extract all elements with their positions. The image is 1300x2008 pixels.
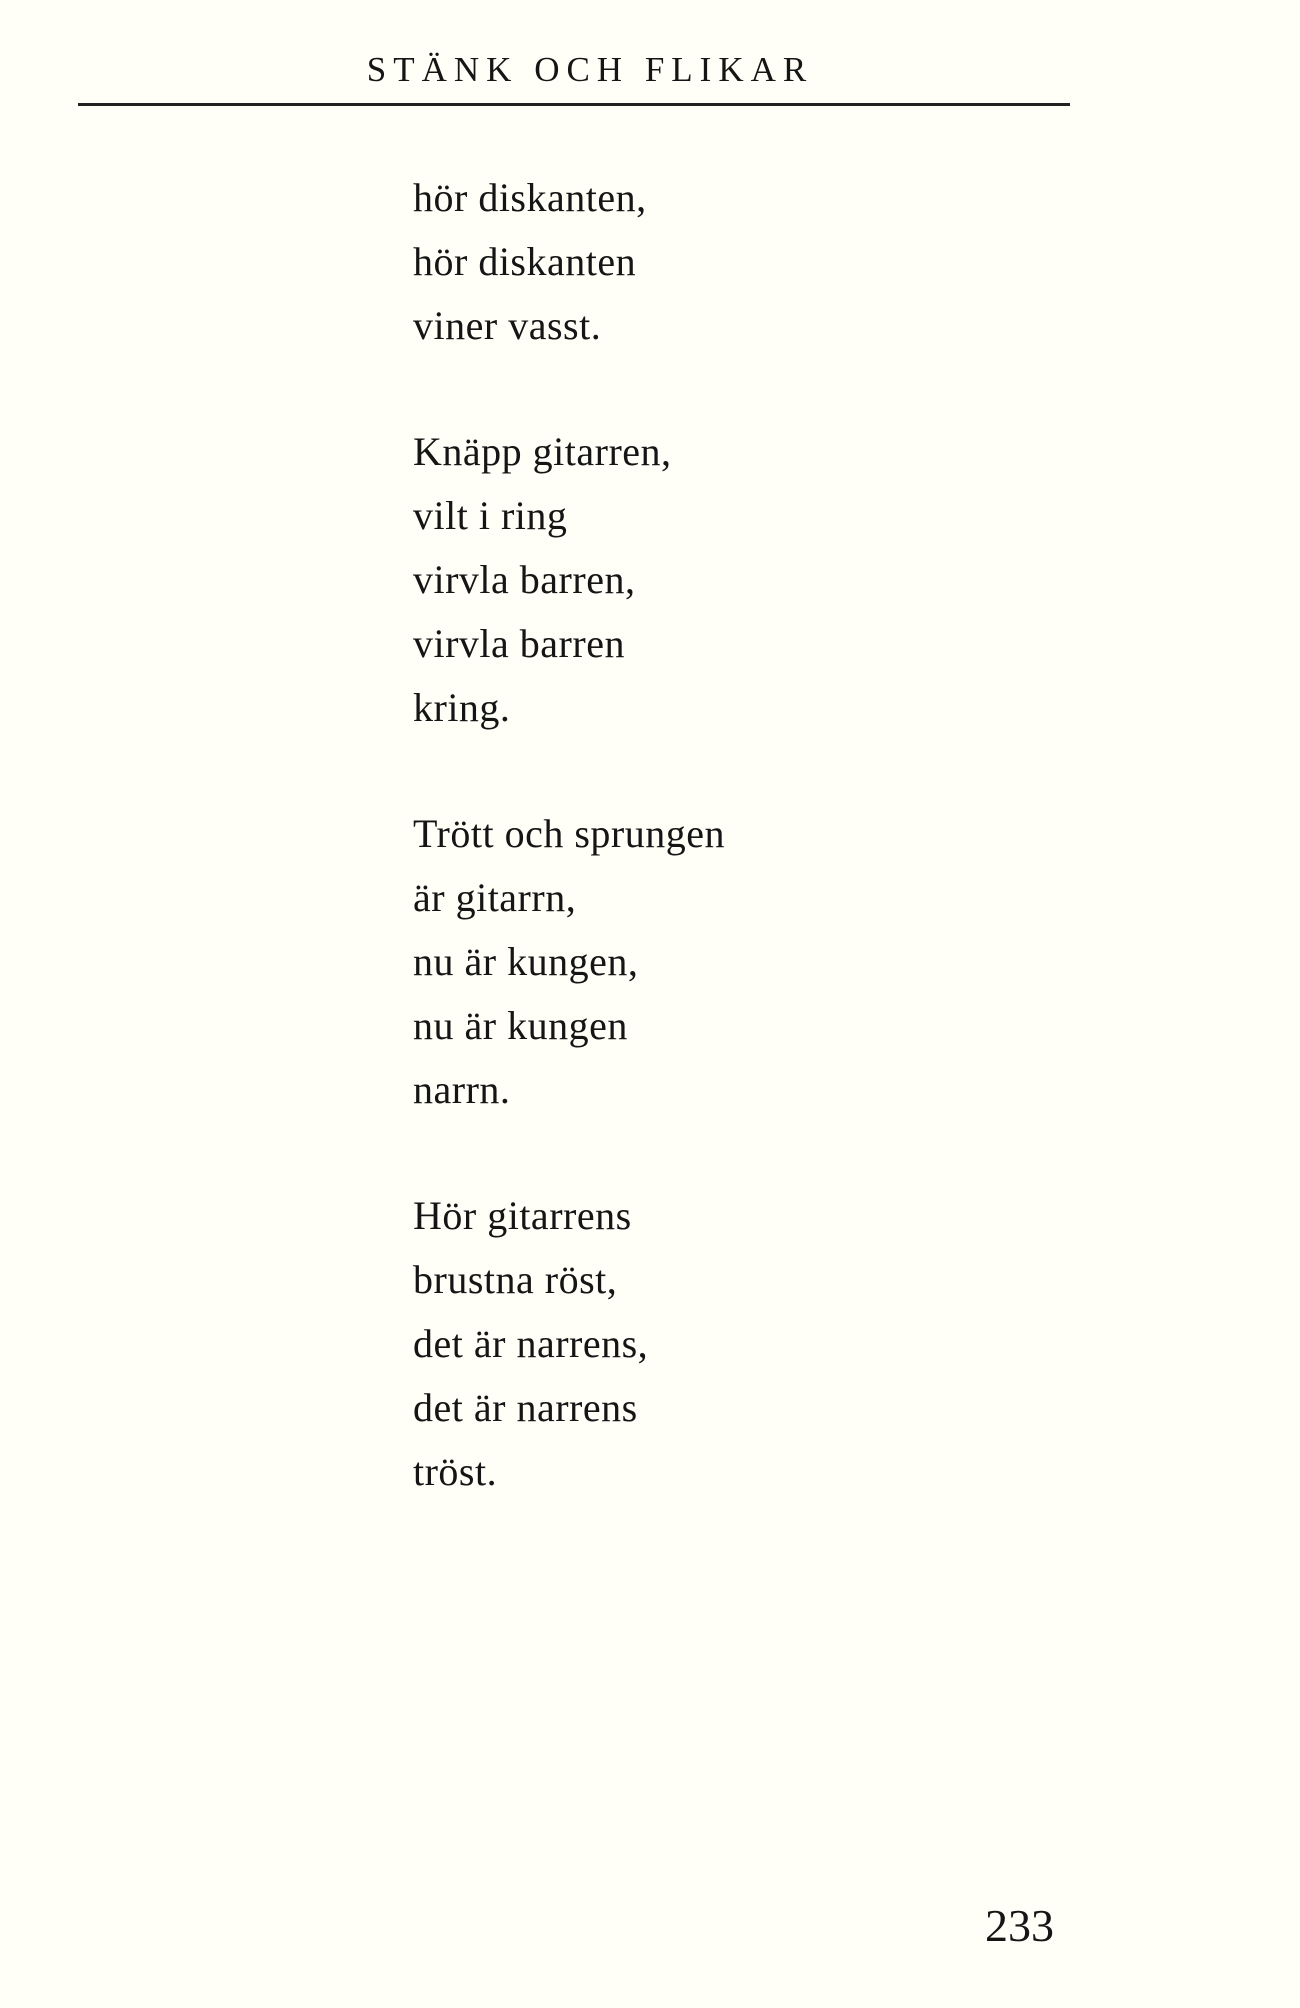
poem-line: tröst. — [413, 1449, 498, 1494]
poem-line: virvla barren — [413, 621, 625, 666]
poem-line: hör diskanten, — [413, 175, 647, 220]
poem-line: Knäpp gitarren, — [413, 429, 672, 474]
header-rule — [78, 103, 1070, 106]
poem-line: virvla barren, — [413, 557, 636, 602]
poem-line: kring. — [413, 685, 511, 730]
poem-line: är gitarrn, — [413, 875, 577, 920]
poem-line: det är narrens — [413, 1385, 638, 1430]
poem-line: nu är kungen, — [413, 939, 639, 984]
poem-line: Hör gitarrens — [413, 1193, 632, 1238]
poem-line: Trött och sprungen — [413, 811, 725, 856]
stanza — [413, 1184, 1113, 1504]
poem-line: narrn. — [413, 1067, 511, 1112]
stanza — [413, 420, 1113, 740]
poem-line: vilt i ring — [413, 493, 568, 538]
running-title: STÄNK OCH FLIKAR — [366, 50, 814, 89]
poem-line: det är narrens, — [413, 1321, 649, 1366]
poem-line: brustna röst, — [413, 1257, 618, 1302]
poem-body — [413, 166, 1113, 1566]
poem-line: nu är kungen — [413, 1003, 628, 1048]
poem-line: viner vasst. — [413, 303, 602, 348]
stanza — [413, 802, 1113, 1122]
stanza — [413, 166, 1113, 358]
poem-line: hör diskanten — [413, 239, 637, 284]
page-number: 233 — [985, 1900, 1054, 1951]
